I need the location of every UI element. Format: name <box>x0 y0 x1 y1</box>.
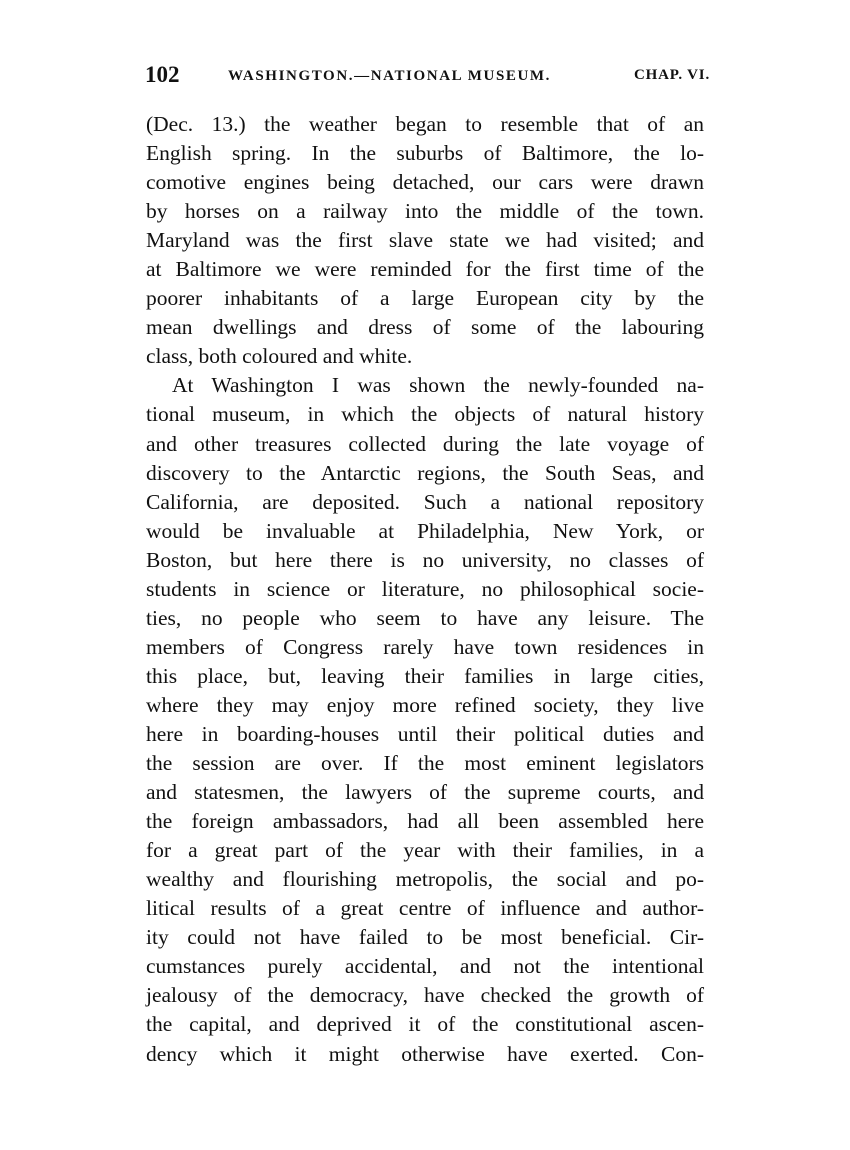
text-line: and statesmen, the lawyers of the supreme courts, and <box>146 780 704 805</box>
text-line: Maryland was the first slave state we had visited; and <box>146 228 704 253</box>
text-line: where they may enjoy more refined society, they live <box>146 692 704 717</box>
text-line: this place, but, leaving their families in large cities, <box>146 663 704 688</box>
text-line: discovery to the Antarctic regions, the South Seas, and <box>146 460 704 485</box>
text-line: for a great part of the year with their families, in a <box>146 838 704 863</box>
page-number: 102 <box>145 62 180 87</box>
text-line: here in boarding-houses until their political duties and <box>146 721 704 746</box>
text-line: the session are over. If the most eminent legislators <box>146 751 704 776</box>
text-line: the foreign ambassadors, had all been assembled here <box>146 809 704 834</box>
text-line: and other treasures collected during the late voyage of <box>146 431 704 456</box>
text-line: mean dwellings and dress of some of the labouring <box>146 315 704 340</box>
paragraph-end-line: class, both coloured and white. <box>146 344 413 369</box>
text-line: tional museum, in which the objects of natural history <box>146 402 704 427</box>
text-line: Boston, but here there is no university, no classes of <box>146 547 704 572</box>
text-line: students in science or literature, no philosophical socie- <box>146 576 704 601</box>
text-line: at Baltimore we were reminded for the first time of the <box>146 257 704 282</box>
text-line: dency which it might otherwise have exerted. Con- <box>146 1041 704 1066</box>
text-line: cumstances purely accidental, and not the intentional <box>146 954 704 979</box>
text-line: litical results of a great centre of influence and author- <box>146 896 704 921</box>
text-line: poorer inhabitants of a large European city by the <box>146 286 704 311</box>
text-line: the capital, and deprived it of the constitutional ascen- <box>146 1012 704 1037</box>
running-head <box>145 62 710 92</box>
text-line: (Dec. 13.) the weather began to resemble that of an <box>146 112 704 136</box>
text-line: members of Congress rarely have town residences in <box>146 634 704 659</box>
text-line: jealousy of the democracy, have checked the growth of <box>146 983 704 1008</box>
text-line: ity could not have failed to be most beneficial. Cir- <box>146 925 704 950</box>
text-line: wealthy and flourishing metropolis, the social and po- <box>146 867 704 892</box>
text-line: would be invaluable at Philadelphia, New York, or <box>146 518 704 543</box>
body-text <box>146 110 704 1069</box>
text-line: English spring. In the suburbs of Baltimore, the lo- <box>146 141 704 166</box>
paragraph-first-line: At Washington I was shown the newly-founded na- <box>172 373 704 398</box>
text-line: California, are deposited. Such a national repository <box>146 489 704 514</box>
text-line: ties, no people who seem to have any leisure. The <box>146 605 704 630</box>
text-line: comotive engines being detached, our cars were drawn <box>146 170 704 195</box>
running-title: WASHINGTON.—NATIONAL MUSEUM. <box>228 68 552 84</box>
text-line: by horses on a railway into the middle of the town. <box>146 199 704 224</box>
chapter-label: CHAP. VI. <box>634 67 710 83</box>
